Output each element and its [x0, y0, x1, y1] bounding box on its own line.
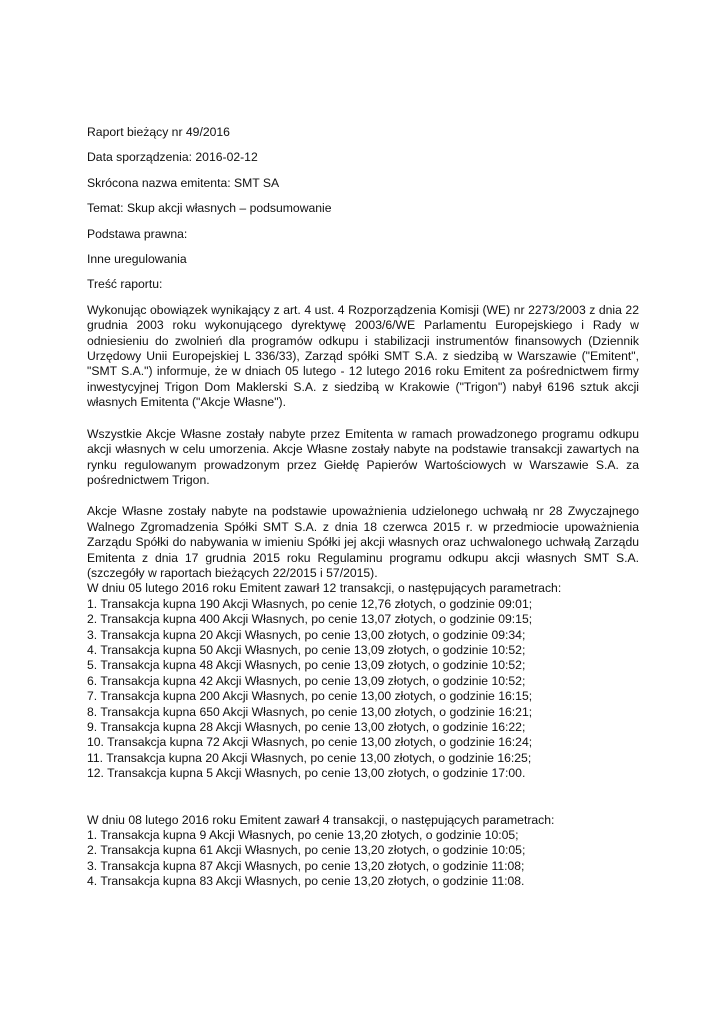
legal-basis-label: Podstawa prawna:: [87, 226, 188, 241]
list-item: 2. Transakcja kupna 400 Akcji Własnych, po cenie 13,07 złotych, o godzinie 09:15;: [87, 612, 533, 627]
list-item: 8. Transakcja kupna 650 Akcji Własnych, po cenie 13,00 złotych, o godzinie 16:21;: [87, 704, 533, 719]
list-item: 7. Transakcja kupna 200 Akcji Własnych, po cenie 13,00 złotych, o godzinie 16:15;: [87, 689, 533, 704]
list-item: 12. Transakcja kupna 5 Akcji Własnych, po cenie 13,00 złotych, o godzinie 17:00.: [87, 766, 526, 781]
content-label: Treść raportu:: [87, 277, 163, 292]
list-item: 5. Transakcja kupna 48 Akcji Własnych, po cenie 13,09 złotych, o godzinie 10:52;: [87, 658, 526, 673]
list-item: 4. Transakcja kupna 83 Akcji Własnych, po cenie 13,20 złotych, o godzinie 11:08.: [87, 874, 525, 889]
list-item: 11. Transakcja kupna 20 Akcji Własnych, po cenie 13,00 złotych, o godzinie 16:25;: [87, 750, 532, 765]
list-item: 3. Transakcja kupna 87 Akcji Własnych, po cenie 13,20 złotych, o godzinie 11:08;: [87, 858, 525, 873]
list-item: 9. Transakcja kupna 28 Akcji Własnych, po cenie 13,00 złotych, o godzinie 16:22;: [87, 720, 526, 734]
legal-basis-value: Inne uregulowania: [87, 252, 187, 267]
paragraph-intro: Wykonując obowiązek wynikający z art. 4 ust. 4 Rozporządzenia Komisji (WE) nr 2273/2003 z dnia 22 grudnia 2003 roku wykonującego dyrektywę 2003/6/WE Parlamentu Europejskiego i Rady w odniesieniu do zwolnień dla programów odkupu i stabilizacji instrumentów finansowych (Dziennik Urzędowy Unii Europejskiej L 336/33), Zarząd spółki SMT S.A. z siedzibą w Warszawie ("Emitent", "SMT S.A.") informuje, że w dniach 05 lutego - 12 lutego 2016 roku Emitent za pośrednictwem firmy inwestycyjnej Trigon Dom Maklerski S.A. z siedzibą w Krakowie ("Trigon") nabył 6196 sztuk akcji własnych Emitenta ("Akcje Własne").: [87, 302, 639, 410]
report-date: Data sporządzenia: 2016-02-12: [87, 150, 258, 165]
list-item: 3. Transakcja kupna 20 Akcji Własnych, po cenie 13,00 złotych, o godzinie 09:34;: [87, 627, 526, 642]
list-item: 2. Transakcja kupna 61 Akcji Własnych, po cenie 13,20 złotych, o godzinie 10:05;: [87, 843, 526, 858]
paragraph-authorization: Akcje Własne zostały nabyte na podstawie upoważnienia udzielonego uchwałą nr 28 Zwyczajnego Walnego Zgromadzenia Spółki SMT S.A. z dnia 18 czerwca 2015 r. w przedmiocie upoważnienia Zarządu Spółki do nabywania w imieniu Spółki jej akcji własnych oraz uchwalonego uchwałą Zarządu Emitenta z dnia 17 grudnia 2015 roku Regulaminu programu odkupu akcji własnych SMT S.A. (szczegóły w raportach bieżących 22/2015 i 57/2015).: [87, 504, 639, 580]
issuer-name: Skrócona nazwa emitenta: SMT SA: [87, 175, 280, 190]
list-item: 6. Transakcja kupna 42 Akcji Własnych, po cenie 13,09 złotych, o godzinie 10:52;: [87, 673, 526, 688]
list-item: 10. Transakcja kupna 72 Akcji Własnych, po cenie 13,00 złotych, o godzinie 16:24;: [87, 735, 533, 750]
day2-intro: W dniu 08 lutego 2016 roku Emitent zawarł 4 transakcji, o następujących parametrach:: [87, 812, 555, 827]
list-item: 1. Transakcja kupna 190 Akcji Własnych, po cenie 12,76 złotych, o godzinie 09:01;: [87, 596, 533, 611]
paragraph-program: Wszystkie Akcje Własne zostały nabyte przez Emitenta w ramach prowadzonego programu odkupu akcji własnych w celu umorzenia. Akcje Własne zostały nabyte na podstawie transakcji zawartych na rynku regulowanym prowadzonym przez Giełdę Papierów Wartościowych w Warszawie S.A. za pośrednictwem Trigon.: [87, 426, 639, 487]
report-subject: Temat: Skup akcji własnych – podsumowanie: [87, 201, 332, 216]
list-item: 4. Transakcja kupna 50 Akcji Własnych, po cenie 13,09 złotych, o godzinie 10:52;: [87, 642, 526, 657]
day1-intro: W dniu 05 lutego 2016 roku Emitent zawarł 12 transakcji, o następujących parametrach:: [87, 581, 562, 596]
spacer: [87, 782, 639, 813]
day2-transactions: [87, 813, 639, 890]
report-number: Raport bieżący nr 49/2016: [87, 125, 230, 139]
document-page: [87, 125, 639, 890]
day1-transactions: [87, 581, 639, 781]
list-item: 1. Transakcja kupna 9 Akcji Własnych, po cenie 13,20 złotych, o godzinie 10:05;: [87, 828, 519, 843]
